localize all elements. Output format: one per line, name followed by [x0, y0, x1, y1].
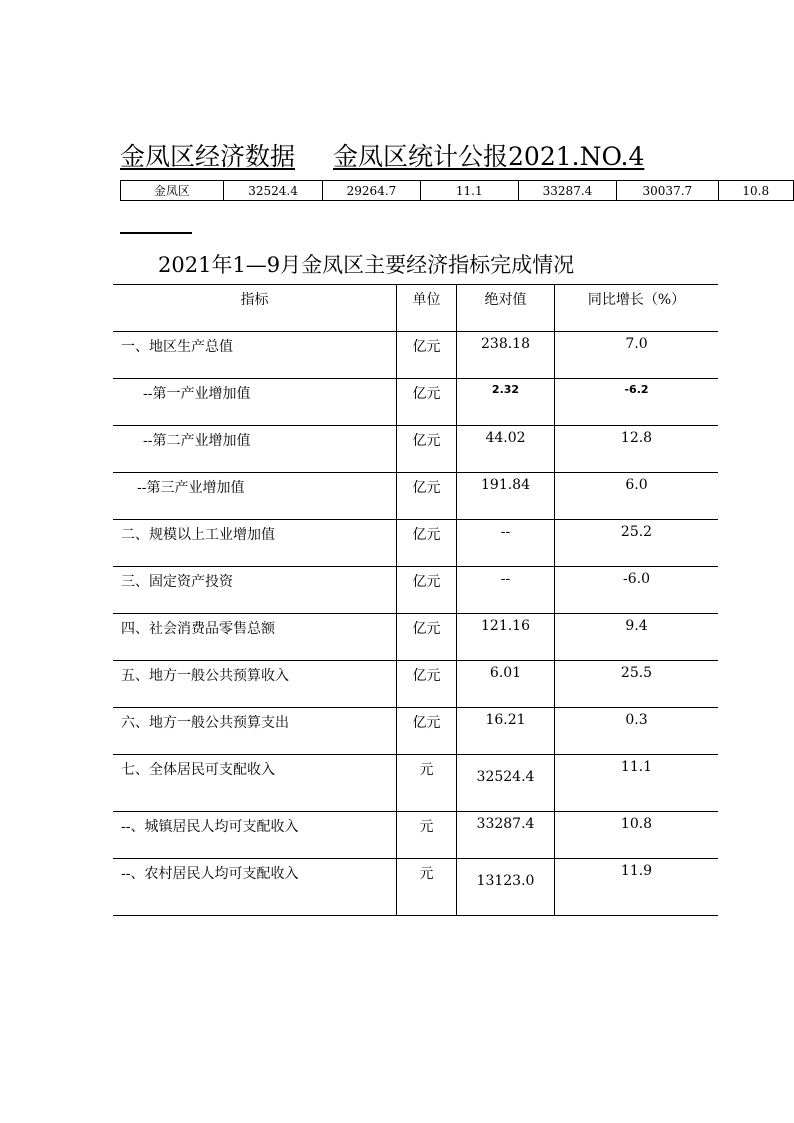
growth-cell: 25.2	[555, 520, 719, 567]
table-row	[121, 181, 794, 201]
unit-cell: 元	[397, 755, 457, 812]
indicator-cell: 五、地方一般公共预算收入	[113, 661, 397, 708]
indicator-cell: --、农村居民人均可支配收入	[113, 859, 397, 916]
table-row	[113, 755, 718, 812]
value-cell: --	[457, 520, 555, 567]
indicator-cell: 四、社会消费品零售总额	[113, 614, 397, 661]
header-left-title: 金凤区经济数据	[120, 142, 296, 171]
growth-cell: 11.9	[555, 859, 719, 916]
value-cell: 33287.4	[457, 812, 555, 859]
indicator-cell: --第三产业增加值	[113, 473, 397, 520]
value-cell: 32524.4	[457, 755, 555, 812]
unit-cell: 亿元	[397, 614, 457, 661]
unit-cell: 亿元	[397, 708, 457, 755]
value-cell: 13123.0	[457, 859, 555, 916]
table-row	[113, 614, 718, 661]
table-cell: 29264.7	[323, 181, 420, 201]
table-title: 2021年1—9月金凤区主要经济指标完成情况	[158, 253, 575, 277]
growth-cell: -6.2	[555, 379, 719, 426]
unit-cell: 亿元	[397, 567, 457, 614]
table-row	[113, 426, 718, 473]
header-right-title: 金凤区统计公报2021.NO.4	[333, 142, 645, 171]
growth-cell: 11.1	[555, 755, 719, 812]
indicator-cell: 六、地方一般公共预算支出	[113, 708, 397, 755]
bulletin-header	[120, 140, 644, 174]
value-cell: --	[457, 567, 555, 614]
indicator-cell: 三、固定资产投资	[113, 567, 397, 614]
growth-cell: 9.4	[555, 614, 719, 661]
table-cell: 10.8	[718, 181, 793, 201]
value-cell: 191.84	[457, 473, 555, 520]
carryover-table-row	[120, 180, 794, 201]
indicator-cell: --、城镇居民人均可支配收入	[113, 812, 397, 859]
growth-cell: 6.0	[555, 473, 719, 520]
table-cell: 30037.7	[617, 181, 718, 201]
unit-cell: 亿元	[397, 661, 457, 708]
indicator-cell: --第二产业增加值	[113, 426, 397, 473]
value-cell: 2.32	[457, 379, 555, 426]
growth-cell: -6.0	[555, 567, 719, 614]
value-cell: 238.18	[457, 332, 555, 379]
indicator-cell: 二、规模以上工业增加值	[113, 520, 397, 567]
unit-cell: 亿元	[397, 332, 457, 379]
table-row	[113, 812, 718, 859]
indicator-cell: 七、全体居民可支配收入	[113, 755, 397, 812]
value-cell: 44.02	[457, 426, 555, 473]
growth-cell: 25.5	[555, 661, 719, 708]
table-row	[113, 332, 718, 379]
indicator-cell: 一、地区生产总值	[113, 332, 397, 379]
table-header-row	[113, 285, 718, 332]
section-divider	[120, 232, 192, 234]
unit-cell: 亿元	[397, 520, 457, 567]
table-row	[113, 567, 718, 614]
column-header-unit: 单位	[397, 285, 457, 332]
value-cell: 121.16	[457, 614, 555, 661]
economic-indicators-table	[113, 284, 718, 916]
growth-cell: 0.3	[555, 708, 719, 755]
table-cell: 33287.4	[518, 181, 616, 201]
table-row	[113, 859, 718, 916]
column-header-indicator: 指标	[113, 285, 397, 332]
growth-cell: 10.8	[555, 812, 719, 859]
unit-cell: 亿元	[397, 426, 457, 473]
column-header-value: 绝对值	[457, 285, 555, 332]
table-row	[113, 661, 718, 708]
unit-cell: 元	[397, 859, 457, 916]
unit-cell: 亿元	[397, 379, 457, 426]
table-cell: 11.1	[420, 181, 518, 201]
table-row	[113, 708, 718, 755]
column-header-growth: 同比增长（%）	[555, 285, 719, 332]
table-row	[113, 473, 718, 520]
table-row	[113, 520, 718, 567]
unit-cell: 亿元	[397, 473, 457, 520]
growth-cell: 7.0	[555, 332, 719, 379]
value-cell: 6.01	[457, 661, 555, 708]
value-cell: 16.21	[457, 708, 555, 755]
unit-cell: 元	[397, 812, 457, 859]
table-row	[113, 379, 718, 426]
indicator-cell: --第一产业增加值	[113, 379, 397, 426]
table-cell: 金凤区	[121, 181, 224, 201]
table-cell: 32524.4	[223, 181, 322, 201]
growth-cell: 12.8	[555, 426, 719, 473]
